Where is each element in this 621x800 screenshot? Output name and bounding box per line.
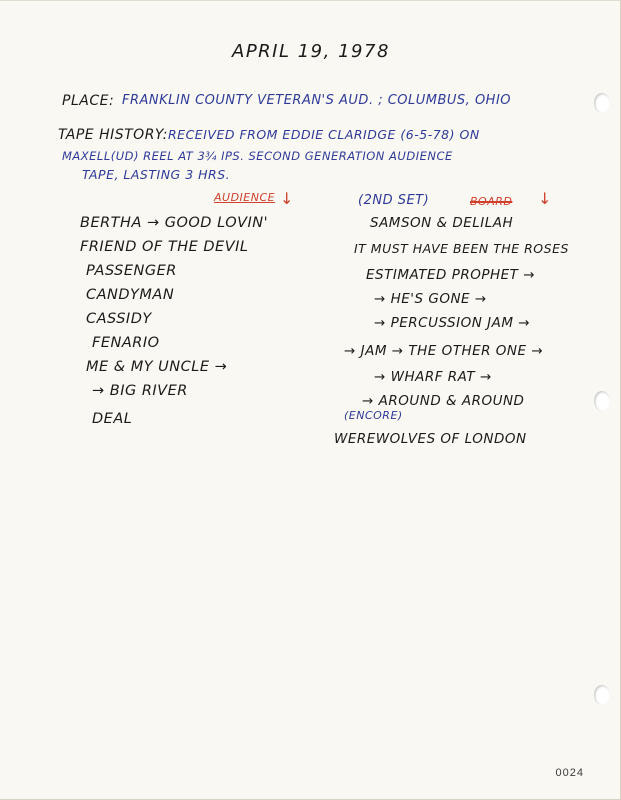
struck-annotation: BOARD bbox=[470, 195, 513, 208]
down-arrow-icon: ↓ bbox=[280, 189, 294, 208]
list-item: CANDYMAN bbox=[86, 287, 175, 303]
binder-hole-bottom bbox=[594, 685, 610, 705]
list-item: FRIEND OF THE DEVIL bbox=[80, 239, 249, 255]
list-item: → BIG RIVER bbox=[92, 383, 188, 399]
list-item: → JAM → THE OTHER ONE → bbox=[344, 343, 544, 359]
tape-history-line-1: RECEIVED FROM EDDIE CLARIDGE (6-5-78) ON bbox=[168, 127, 480, 142]
list-item: DEAL bbox=[92, 411, 133, 427]
binder-hole-middle bbox=[594, 391, 610, 411]
encore-label: (ENCORE) bbox=[344, 409, 403, 422]
down-arrow-icon: ↓ bbox=[538, 189, 552, 208]
list-item: → AROUND & AROUND bbox=[362, 393, 525, 409]
place-value: FRANKLIN COUNTY VETERAN'S AUD. ; COLUMBUS, OHIO bbox=[122, 93, 512, 108]
binder-hole-top bbox=[594, 93, 610, 113]
list-item: ME & MY UNCLE → bbox=[86, 359, 228, 375]
list-item: FENARIO bbox=[92, 335, 160, 351]
place-label: PLACE: bbox=[62, 93, 115, 109]
list-item: ESTIMATED PROPHET → bbox=[366, 267, 536, 283]
list-item: → WHARF RAT → bbox=[374, 369, 492, 385]
tape-history-line-2: MAXELL(UD) REEL AT 3¾ IPS. SECOND GENERATION AUDIENCE bbox=[62, 149, 453, 163]
tape-history-line-3: TAPE, LASTING 3 HRS. bbox=[82, 167, 231, 182]
tape-history-label: TAPE HISTORY: bbox=[58, 127, 168, 143]
page-number: 0024 bbox=[555, 767, 584, 779]
audience-annotation: AUDIENCE bbox=[214, 191, 276, 204]
list-item: → PERCUSSION JAM → bbox=[374, 315, 531, 331]
set-two-label: (2ND SET) bbox=[358, 193, 430, 208]
list-item: BERTHA → GOOD LOVIN' bbox=[80, 215, 269, 231]
list-item: → HE'S GONE → bbox=[374, 291, 487, 307]
list-item: SAMSON & DELILAH bbox=[370, 215, 514, 231]
list-item: IT MUST HAVE BEEN THE ROSES bbox=[354, 241, 569, 256]
list-item: PASSENGER bbox=[86, 263, 177, 279]
page-title-date: APRIL 19, 1978 bbox=[232, 41, 390, 62]
encore-song: WEREWOLVES OF LONDON bbox=[334, 431, 527, 447]
list-item: CASSIDY bbox=[86, 311, 152, 327]
